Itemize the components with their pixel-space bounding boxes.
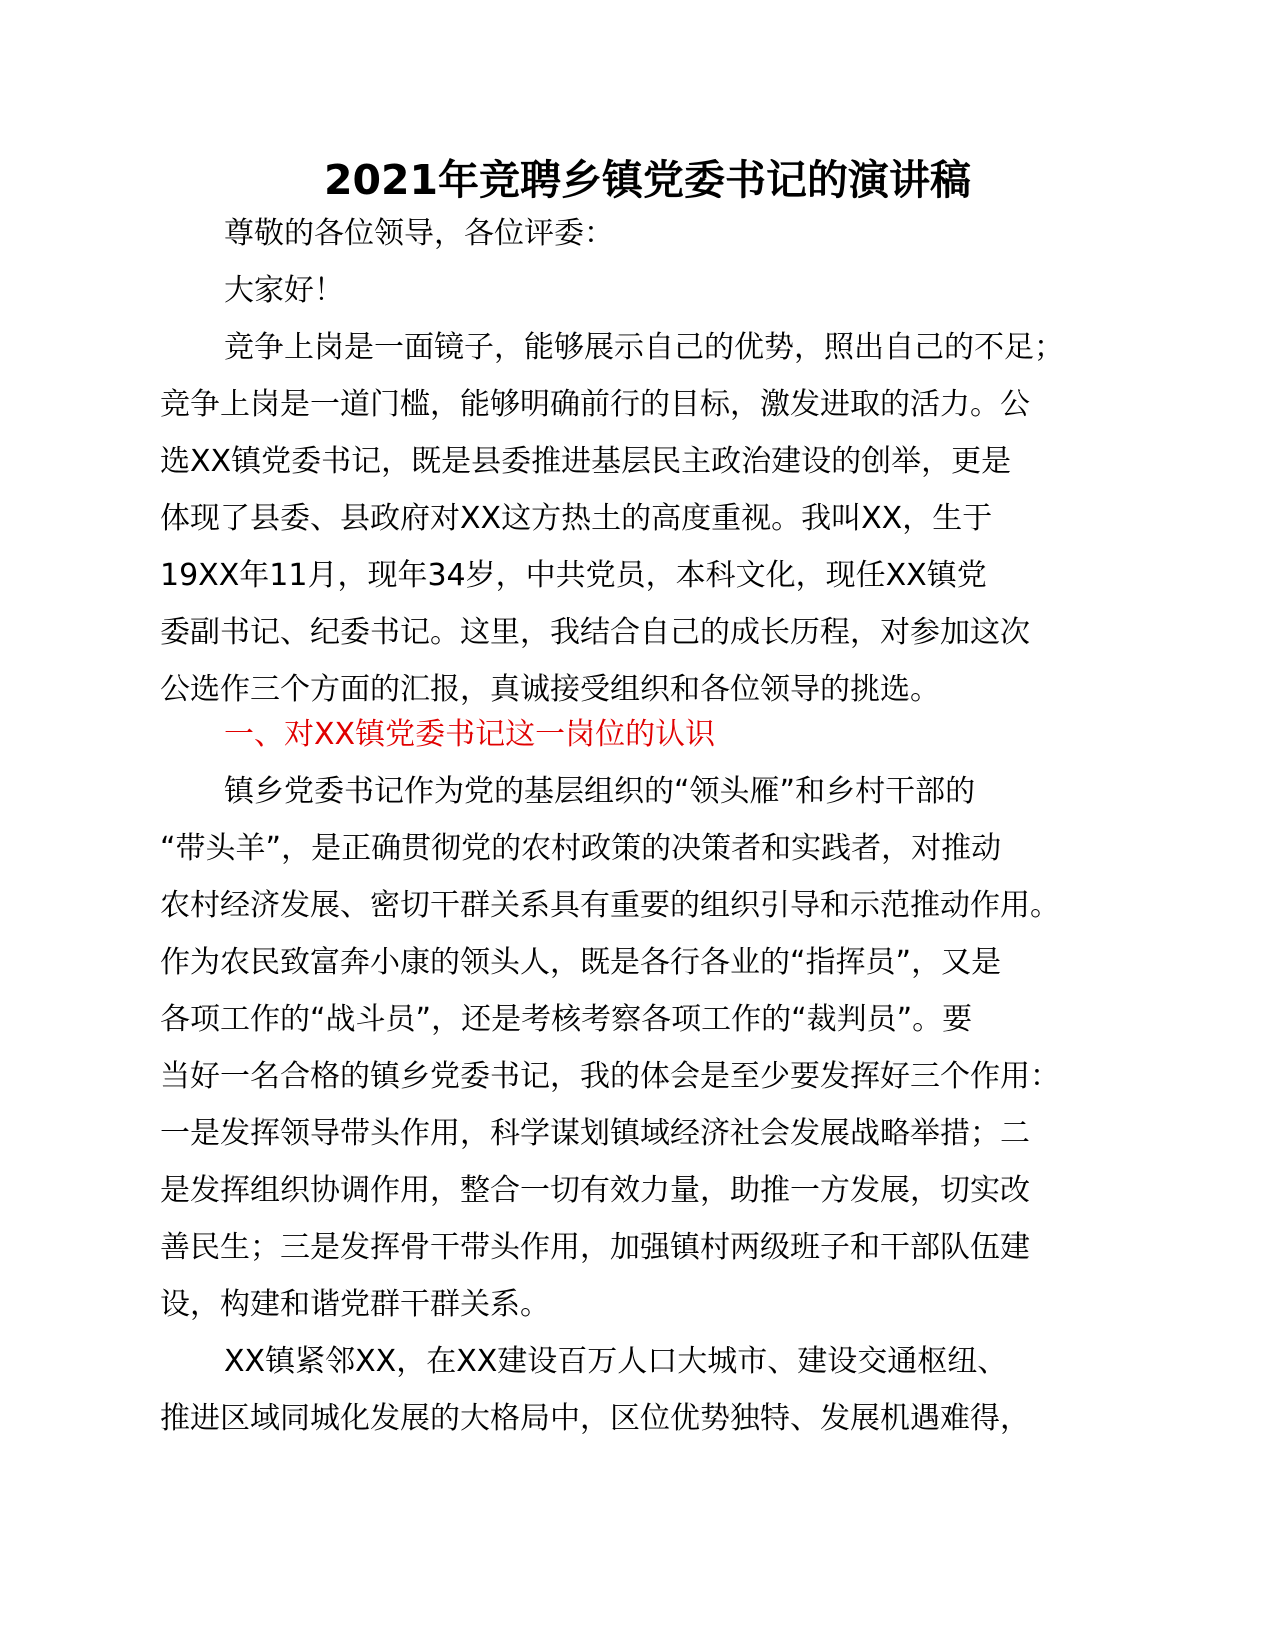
- intro-line: 竞争上岗是一面镜子，能够展示自己的优势，照出自己的不足；: [224, 330, 1064, 365]
- intro-line: 体现了县委、县政府对XX这方热土的高度重视。我叫XX，生于: [160, 501, 993, 536]
- intro-line: 选XX镇党委书记，既是县委推进基层民主政治建设的创举，更是: [160, 444, 1012, 479]
- section1-block: [160, 706, 1135, 1447]
- section1-line: 各项工作的“战斗员”，还是考核考察各项工作的“裁判员”。要: [160, 1002, 973, 1037]
- para2-line: XX镇紧邻XX，在XX建设百万人口大城市、建设交通枢纽、: [224, 1344, 1008, 1379]
- section1-line: 一是发挥领导带头作用，科学谋划镇域经济社会发展战略举措；二: [160, 1116, 1030, 1151]
- intro-line: 公选作三个方面的汇报，真诚接受组织和各位领导的挑选。: [160, 672, 940, 707]
- section1-line: 当好一名合格的镇乡党委书记，我的体会是至少要发挥好三个作用：: [160, 1059, 1060, 1094]
- greeting-line: 尊敬的各位领导，各位评委：: [224, 216, 614, 251]
- section1-line: 是发挥组织协调作用，整合一切有效力量，助推一方发展，切实改: [160, 1173, 1030, 1208]
- section1-line: 农村经济发展、密切干群关系具有重要的组织引导和示范推动作用。: [160, 888, 1060, 923]
- section1-line: 作为农民致富奔小康的领头人，既是各行各业的“指挥员”，又是: [160, 945, 1002, 980]
- intro-line: 竞争上岗是一道门槛，能够明确前行的目标，激发进取的活力。公: [160, 387, 1030, 422]
- section1-line: 善民生；三是发挥骨干带头作用，加强镇村两级班子和干部队伍建: [160, 1230, 1030, 1265]
- section1-line: 设，构建和谐党群干群关系。: [160, 1287, 550, 1322]
- intro-block: [160, 205, 1135, 718]
- document-title: 2021年竞聘乡镇党委书记的演讲稿: [323, 156, 972, 204]
- hello-line: 大家好！: [224, 273, 344, 308]
- intro-line: 委副书记、纪委书记。这里，我结合自己的成长历程，对参加这次: [160, 615, 1030, 650]
- section-heading: 一、对XX镇党委书记这一岗位的认识: [224, 717, 716, 752]
- section1-line: 镇乡党委书记作为党的基层组织的“领头雁”和乡村干部的: [224, 774, 976, 809]
- intro-line: 19XX年11月，现年34岁，中共党员，本科文化，现任XX镇党: [160, 558, 987, 593]
- para2-line: 推进区域同城化发展的大格局中，区位优势独特、发展机遇难得，: [160, 1401, 1030, 1436]
- section1-line: “带头羊”，是正确贯彻党的农村政策的决策者和实践者，对推动: [160, 831, 1002, 866]
